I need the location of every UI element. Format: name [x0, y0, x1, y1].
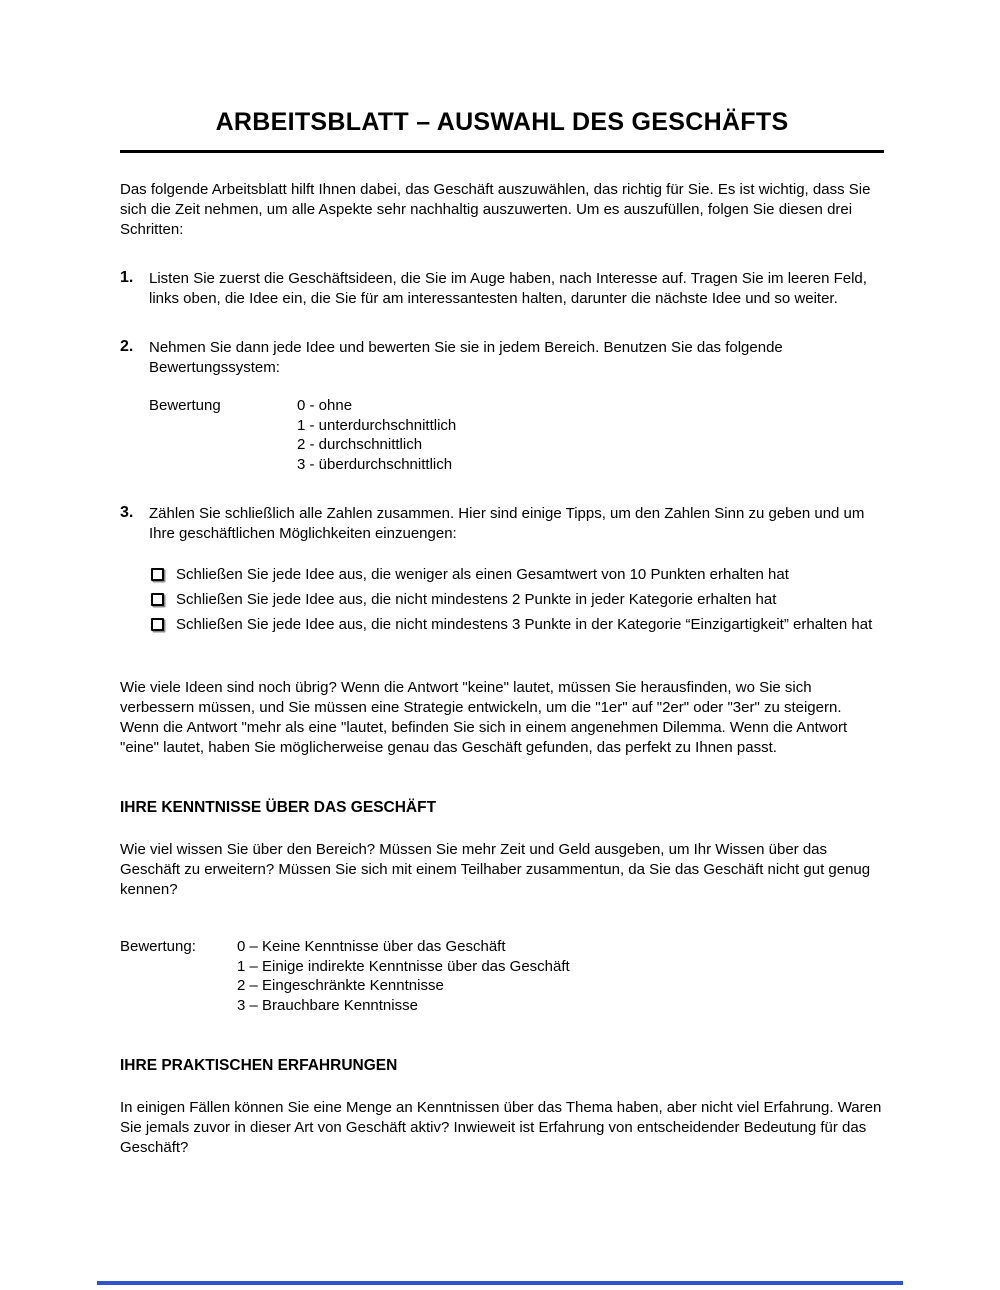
rating-item: 0 – Keine Kenntnisse über das Geschäft: [237, 937, 506, 955]
rating-item: 2 – Eingeschränkte Kenntnisse: [237, 977, 444, 995]
rating-item: 2 - durchschnittlich: [297, 436, 423, 454]
page-title: ARBEITSBLATT – AUSWAHL DES GESCHÄFTS: [215, 108, 789, 136]
knowledge-rating-scale: [120, 937, 884, 1017]
step-number: 3.: [120, 504, 134, 522]
rating-item: 3 - überdurchschnittlich: [297, 456, 453, 474]
tip-item: [151, 615, 884, 635]
step-text: Listen Sie zuerst die Geschäftsideen, die Sie im Auge haben, nach Interesse auf. Tragen Sie im leeren Feld, links oben, die Idee ein, die Sie für am interessantesten halten, darunter die nächste Idee und so weiter.: [149, 269, 867, 307]
rating-item: 3 – Brauchbare Kenntnisse: [237, 997, 418, 1015]
step-2: [120, 338, 884, 378]
rating-scale-label: Bewertung:: [120, 937, 196, 955]
rating-scale: [149, 396, 884, 476]
step-text: Zählen Sie schließlich alle Zahlen zusammen. Hier sind einige Tipps, um den Zahlen Sinn zu geben und um Ihre geschäftlichen Möglichkeiten einzuengen:: [149, 505, 865, 543]
step-number: 1.: [120, 268, 134, 286]
rating-scale-label: Bewertung: [149, 396, 221, 414]
checkbox-icon: [151, 593, 164, 606]
footer-accent-line: [97, 1281, 903, 1285]
rating-scale-items: [297, 396, 456, 476]
intro-paragraph: Das folgende Arbeitsblatt hilft Ihnen dabei, das Geschäft auszuwählen, das richtig für Sie. Es ist wichtig, dass Sie sich die Zeit nehmen, um alle Aspekte sehr nachhaltig auszuwerten. Um es auszufüllen, folgen Sie diesen drei Schritten:: [120, 181, 871, 238]
title-rule: [120, 150, 884, 153]
rating-item: 1 - unterdurchschnittlich: [297, 416, 457, 434]
checkbox-icon: [151, 618, 164, 631]
section-heading-kenntnisse: IHRE KENNTNISSE ÜBER DAS GESCHÄFT: [120, 798, 437, 816]
rating-scale-items: [237, 937, 570, 1017]
tip-text: Schließen Sie jede Idee aus, die nicht mindestens 3 Punkte in der Kategorie “Einzigartigkeit” erhalten hat: [176, 616, 873, 634]
remaining-ideas-paragraph: Wie viele Ideen sind noch übrig? Wenn die Antwort "keine" lautet, müssen Sie herausfinden, wo Sie sich verbessern müssen, und Sie müssen eine Strategie entwickeln, um die "1er" auf "2er" oder "3er" zu steigern. Wenn die Antwort "mehr als eine "lautet, befinden Sie sich in einem angenehmen Dilemma. Wenn die Antwort "eine" lautet, haben Sie möglicherweise genau das Geschäft gefunden, das perfekt zu Ihnen passt.: [120, 679, 848, 756]
rating-item: 0 - ohne: [297, 396, 353, 414]
tip-item: [151, 565, 884, 585]
tip-text: Schließen Sie jede Idee aus, die weniger als einen Gesamtwert von 10 Punkten erhalten hat: [176, 566, 789, 584]
section-heading-erfahrungen: IHRE PRAKTISCHEN ERFAHRUNGEN: [120, 1057, 398, 1075]
step-number: 2.: [120, 337, 134, 355]
step-text: Nehmen Sie dann jede Idee und bewerten Sie sie in jedem Bereich. Benutzen Sie das folgende Bewertungssystem:: [149, 338, 783, 376]
step-3: [120, 504, 884, 544]
step-1: [120, 269, 884, 309]
section-body-erfahrungen: In einigen Fällen können Sie eine Menge an Kenntnissen über das Thema haben, aber nicht viel Erfahrung. Waren Sie jemals zuvor in dieser Art von Geschäft aktiv? Inwieweit ist Erfahrung von entscheidender Bedeutung für das Geschäft?: [120, 1099, 882, 1157]
section-body-kenntnisse: Wie viel wissen Sie über den Bereich? Müssen Sie mehr Zeit und Geld ausgeben, um Ihr Wissen über das Geschäft zu erweitern? Müssen Sie sich mit einem Teilhaber zusammentun, da Sie das Geschäft nicht gut genug kennen?: [120, 840, 871, 898]
tip-item: [151, 590, 884, 610]
tip-text: Schließen Sie jede Idee aus, die nicht mindestens 2 Punkte in jeder Kategorie erhalten hat: [176, 591, 777, 609]
checkbox-icon: [151, 568, 164, 581]
rating-item: 1 – Einige indirekte Kenntnisse über das Geschäft: [237, 957, 570, 975]
tips-checklist: [151, 565, 884, 635]
